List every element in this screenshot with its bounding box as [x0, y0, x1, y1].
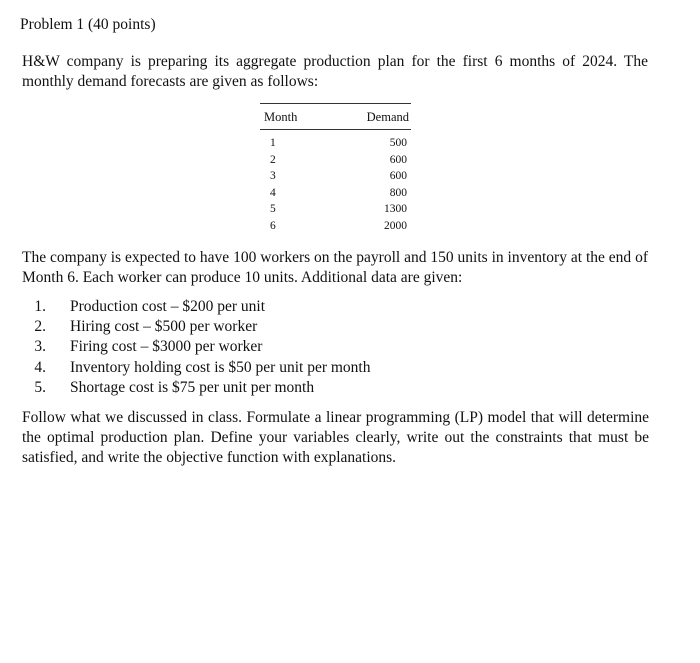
table-header-row	[260, 104, 411, 130]
month-cell: 4	[270, 186, 276, 199]
list-item-number: 3.	[34, 338, 46, 356]
instructions-paragraph: Follow what we discussed in class. Formulate a linear programming (LP) model that will determine the optimal production plan. Define your variables clearly, write out the constraints that must be satisfied, and write the objective function with explanations.	[22, 409, 649, 466]
list-item-text: Firing cost – $3000 per worker	[70, 338, 263, 356]
list-item-text: Inventory holding cost is $50 per unit per month	[70, 358, 371, 376]
month-column-header: Month	[260, 104, 359, 130]
list-item	[22, 358, 371, 378]
list-item-number: 2.	[34, 318, 46, 336]
demand-column-header: Demand	[359, 104, 411, 130]
month-cell: 6	[270, 219, 276, 232]
table-row	[260, 185, 411, 202]
problem-title: Problem 1 (40 points)	[20, 16, 156, 33]
table-row	[260, 152, 411, 169]
month-cell: 5	[270, 203, 276, 216]
list-item-number: 1.	[34, 298, 46, 315]
demand-table	[260, 103, 411, 234]
list-item-number: 5.	[34, 378, 46, 396]
cost-list	[22, 297, 371, 398]
table-row	[260, 168, 411, 185]
list-item	[22, 297, 371, 317]
table-row	[260, 130, 411, 152]
company-paragraph: The company is expected to have 100 workers on the payroll and 150 units in inventory at the end of Month 6. Each worker can produce 10 units. Additional data are given:	[22, 249, 648, 286]
intro-paragraph: H&W company is preparing its aggregate production plan for the first 6 months of 2024. The monthly demand forecasts are given as follows:	[22, 53, 648, 90]
list-item-text: Production cost – $200 per unit	[70, 298, 266, 315]
list-item	[22, 378, 371, 398]
table-row	[260, 201, 411, 218]
demand-cell: 500	[389, 137, 407, 150]
list-item-number: 4.	[34, 358, 46, 376]
demand-cell: 600	[389, 170, 407, 183]
demand-cell: 1300	[384, 203, 407, 216]
month-cell: 1	[270, 137, 276, 150]
demand-cell: 600	[389, 153, 407, 166]
list-item-text: Shortage cost is $75 per unit per month	[70, 378, 315, 396]
list-item	[22, 317, 371, 337]
month-cell: 3	[270, 170, 276, 183]
table-row	[260, 218, 411, 235]
list-item	[22, 337, 371, 357]
list-item-text: Hiring cost – $500 per worker	[70, 318, 258, 336]
demand-cell: 800	[389, 186, 407, 199]
demand-cell: 2000	[384, 219, 407, 232]
month-cell: 2	[270, 153, 276, 166]
